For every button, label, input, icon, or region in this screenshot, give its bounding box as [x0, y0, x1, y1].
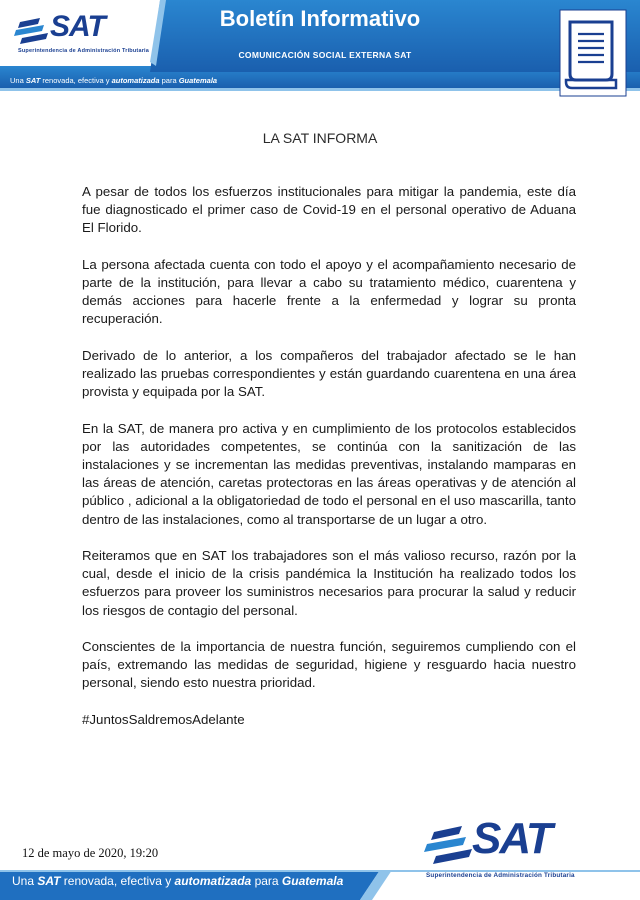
page-title: Boletín Informativo — [219, 6, 421, 31]
header-slogan: Una SAT renovada, efectiva y automatizada para Guatemala — [10, 76, 218, 85]
sat-emblem-icon — [14, 14, 54, 48]
footer-logo-subtitle: Superintendencia de Administración Tributaria — [426, 872, 575, 879]
paragraph: La persona afectada cuenta con todo el apoyo y el acompañamiento necesario de parte de la institución, para llevar a cabo su tratamiento médico, cuarentena y demás acciones para hacerle frente a la enfermedad y lograr su pronta recuperación. — [82, 256, 576, 327]
bulletin-header — [0, 0, 640, 110]
section-heading: LA SAT INFORMA — [262, 130, 378, 146]
footer-logo-text: SAT — [472, 814, 551, 863]
hashtag: #JuntosSaldremosAdelante — [82, 711, 245, 727]
footer-slogan: Una SAT renovada, efectiva y automatizada para Guatemala — [12, 874, 344, 888]
logo-text: SAT — [50, 10, 105, 43]
logo-subtitle: Superintendencia de Administración Tributaria — [18, 48, 150, 54]
paragraph: En la SAT, de manera pro activa y en cumplimiento de los protocolos establecidos por las autoridades competentes, se continúa con la sanitización de las instalaciones y se incrementan las medidas preventivas, instalando mamparas en las áreas de atención, caretas protectoras en las áreas operativas y de atención al público , adicional a la obligatoriedad de todo el personal en el uso mascarilla, tanto dentro de las instalaciones, como al transportarse de un lugar a otro. — [82, 420, 576, 527]
paragraph: Derivado de lo anterior, a los compañeros del trabajador afectado se le han realizado las pruebas correspondientes y están guardando cuarentena en una área provista y equipada por la SAT. — [82, 347, 576, 400]
bulletin-body — [82, 183, 576, 747]
paragraph: A pesar de todos los esfuerzos institucionales para mitigar la pandemia, este día fue diagnosticado el primer caso de Covid-19 en el personal operativo de Aduana El Florido. — [82, 184, 576, 236]
document-icon — [556, 8, 630, 100]
paragraph: Conscientes de la importancia de nuestra función, seguiremos cumpliendo con el país, extremando las medidas de seguridad, higiene y resguardo hacia nuestro personal, siendo esto nuestra prioridad. — [82, 639, 576, 691]
paragraph: Reiteramos que en SAT los trabajadores son el más valioso recurso, razón por la cual, desde el inicio de la crisis pandémica la Institución ha realizado todos los esfuerzos para proveer los suministros necesarios para procurar la salud y reducir los riesgos de contagio del personal. — [82, 548, 576, 618]
sat-logo — [14, 10, 154, 56]
page-subtitle: COMUNICACIÓN SOCIAL EXTERNA SAT — [238, 50, 412, 60]
publish-date: 12 de mayo de 2020, 19:20 — [22, 846, 159, 860]
